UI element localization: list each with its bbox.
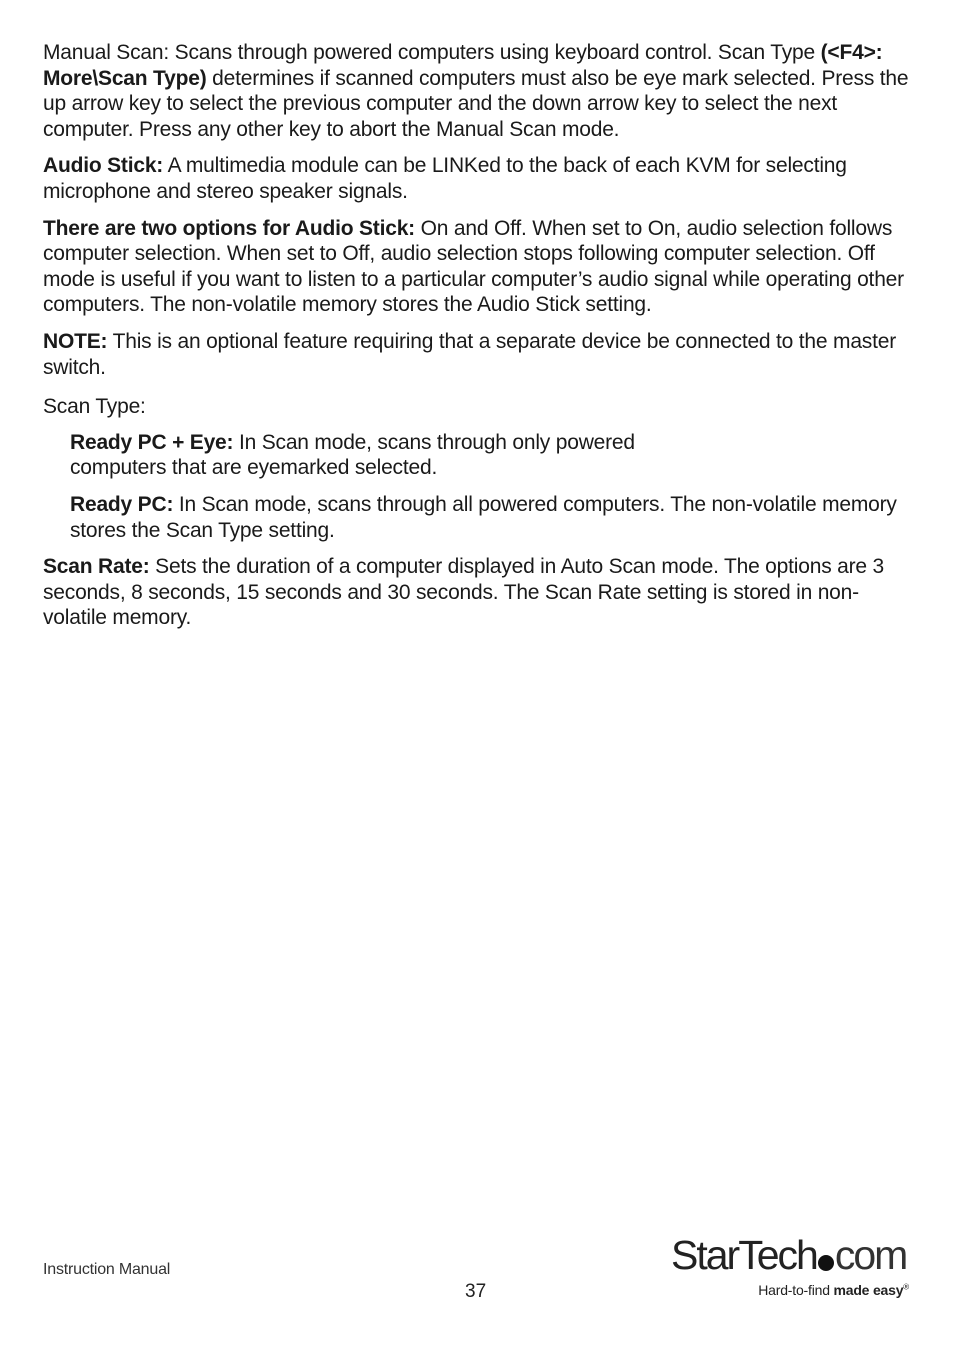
logo-wordmark: StarTech com [671,1232,907,1278]
scan-rate-paragraph: Scan Rate: Sets the duration of a computer displayed in Auto Scan mode. The options are 3 seconds, 8 seconds, 15 seconds and 30 seconds. The Scan Rate setting is stored in non-volatile memory. [43,555,884,630]
scan-type-heading: Scan Type: [43,395,146,419]
ready-pc-eye-paragraph: Ready PC + Eye: In Scan mode, scans through only powered computers that are eyemarked selected. [70,430,635,480]
page-content [43,40,913,642]
ready-pc-paragraph: Ready PC: In Scan mode, scans through all powered computers. The non-volatile memory stores the Scan Type setting. [70,492,897,542]
page-number: 37 [465,1281,487,1302]
audio-stick-paragraph: Audio Stick: A multimedia module can be LINKed to the back of each KVM for selecting microphone and stereo speaker signals. [43,154,847,203]
footer-label: Instruction Manual [43,1261,171,1278]
logo-dot-icon [818,1255,834,1271]
audio-options-paragraph: There are two options for Audio Stick: On and Off. When set to On, audio selection follows computer selection. When set to Off, audio selection stops following computer selection. Off mode is useful if you want to listen to a particular computer’s audio signal while operating other computers. The non-volatile memory stores the Audio Stick setting. [43,216,904,317]
startech-logo [671,1231,911,1303]
manual-scan-paragraph: Manual Scan: Scans through powered computers using keyboard control. Scan Type (<F4>: More\Scan Type) determines if scanned computers must also be eye mark selected. Press the up arrow key to select the previous computer and the down arrow key to select the next computer. Press any other key to abort the Manual Scan mode. [43,41,909,141]
note-paragraph: NOTE: This is an optional feature requiring that a separate device be connected to the master switch. [43,329,897,379]
logo-tagline: Hard-to-find made easy® [758,1282,909,1298]
